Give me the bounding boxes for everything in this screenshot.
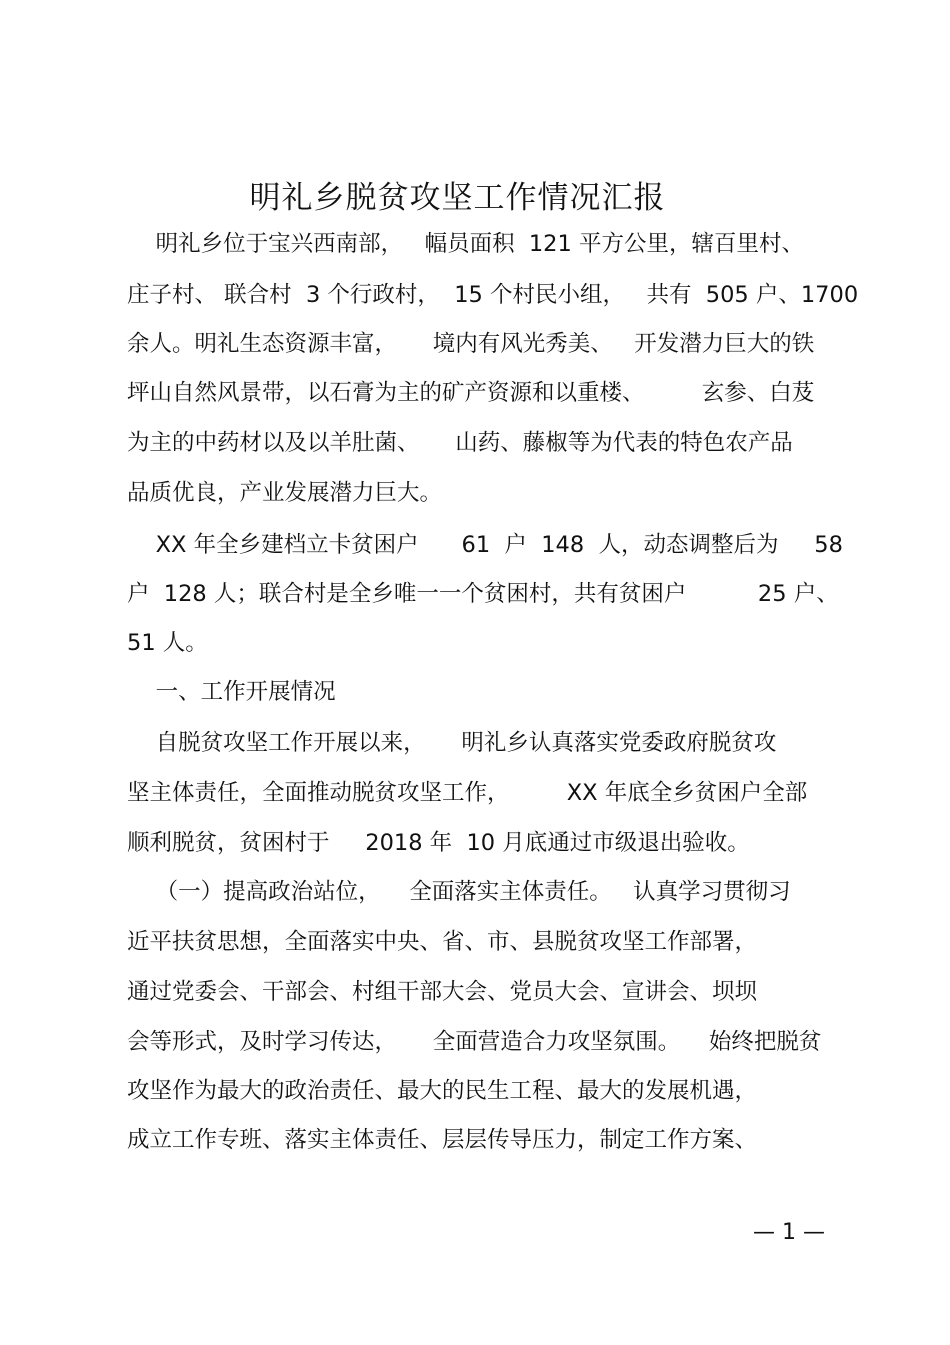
body-line: 坪山自然风景带，以石膏为主的矿产资源和以重楼、 玄参、白芨 — [127, 380, 815, 406]
body-line: 成立工作专班、落实主体责任、层层传导压力，制定工作方案、 — [127, 1127, 758, 1153]
body-line: XX 年全乡建档立卡贫困户 61 户 148 人，动态调整后为 58 — [127, 532, 843, 558]
body-line: 自脱贫攻坚工作开展以来， 明礼乡认真落实党委政府脱贫攻 — [127, 730, 777, 756]
section-heading: 一、工作开展情况 — [127, 679, 336, 705]
body-line: 51 人。 — [127, 630, 208, 656]
body-line: 通过党委会、干部会、村组干部大会、党员大会、宣讲会、坝坝 — [127, 979, 758, 1005]
page-title: 明礼乡脱贫攻坚工作情况汇报 — [249, 180, 666, 216]
body-line: 会等形式，及时学习传达， 全面营造合力攻坚氛围。 始终把脱贫 — [127, 1029, 822, 1055]
body-line: 品质优良，产业发展潜力巨大。 — [127, 480, 443, 506]
body-line: 明礼乡位于宝兴西南部， 幅员面积 121 平方公里，辖百里村、 — [127, 231, 804, 257]
body-line: 近平扶贫思想，全面落实中央、省、市、县脱贫攻坚工作部署， — [127, 929, 758, 955]
body-line: 庄子村、 联合村 3 个行政村， 15 个村民小组， 共有 505 户、1700 — [127, 282, 859, 308]
body-line: 余人。明礼生态资源丰富， 境内有风光秀美、 开发潜力巨大的铁 — [127, 331, 815, 357]
body-line: 为主的中药材以及以羊肚菌、 山药、藤椒等为代表的特色农产品 — [127, 430, 793, 456]
body-line: 户 128 人；联合村是全乡唯一一个贫困村，共有贫困户 25 户、 — [127, 581, 839, 607]
body-line: （一）提高政治站位， 全面落实主体责任。 认真学习贯彻习 — [127, 879, 791, 905]
body-line: 顺利脱贫，贫困村于 2018 年 10 月底通过市级退出验收。 — [127, 830, 750, 856]
page-number: — 1 — — [753, 1220, 825, 1245]
body-line: 坚主体责任，全面推动脱贫攻坚工作， XX 年底全乡贫困户全部 — [127, 780, 808, 806]
body-line: 攻坚作为最大的政治责任、最大的民生工程、最大的发展机遇， — [127, 1078, 758, 1104]
